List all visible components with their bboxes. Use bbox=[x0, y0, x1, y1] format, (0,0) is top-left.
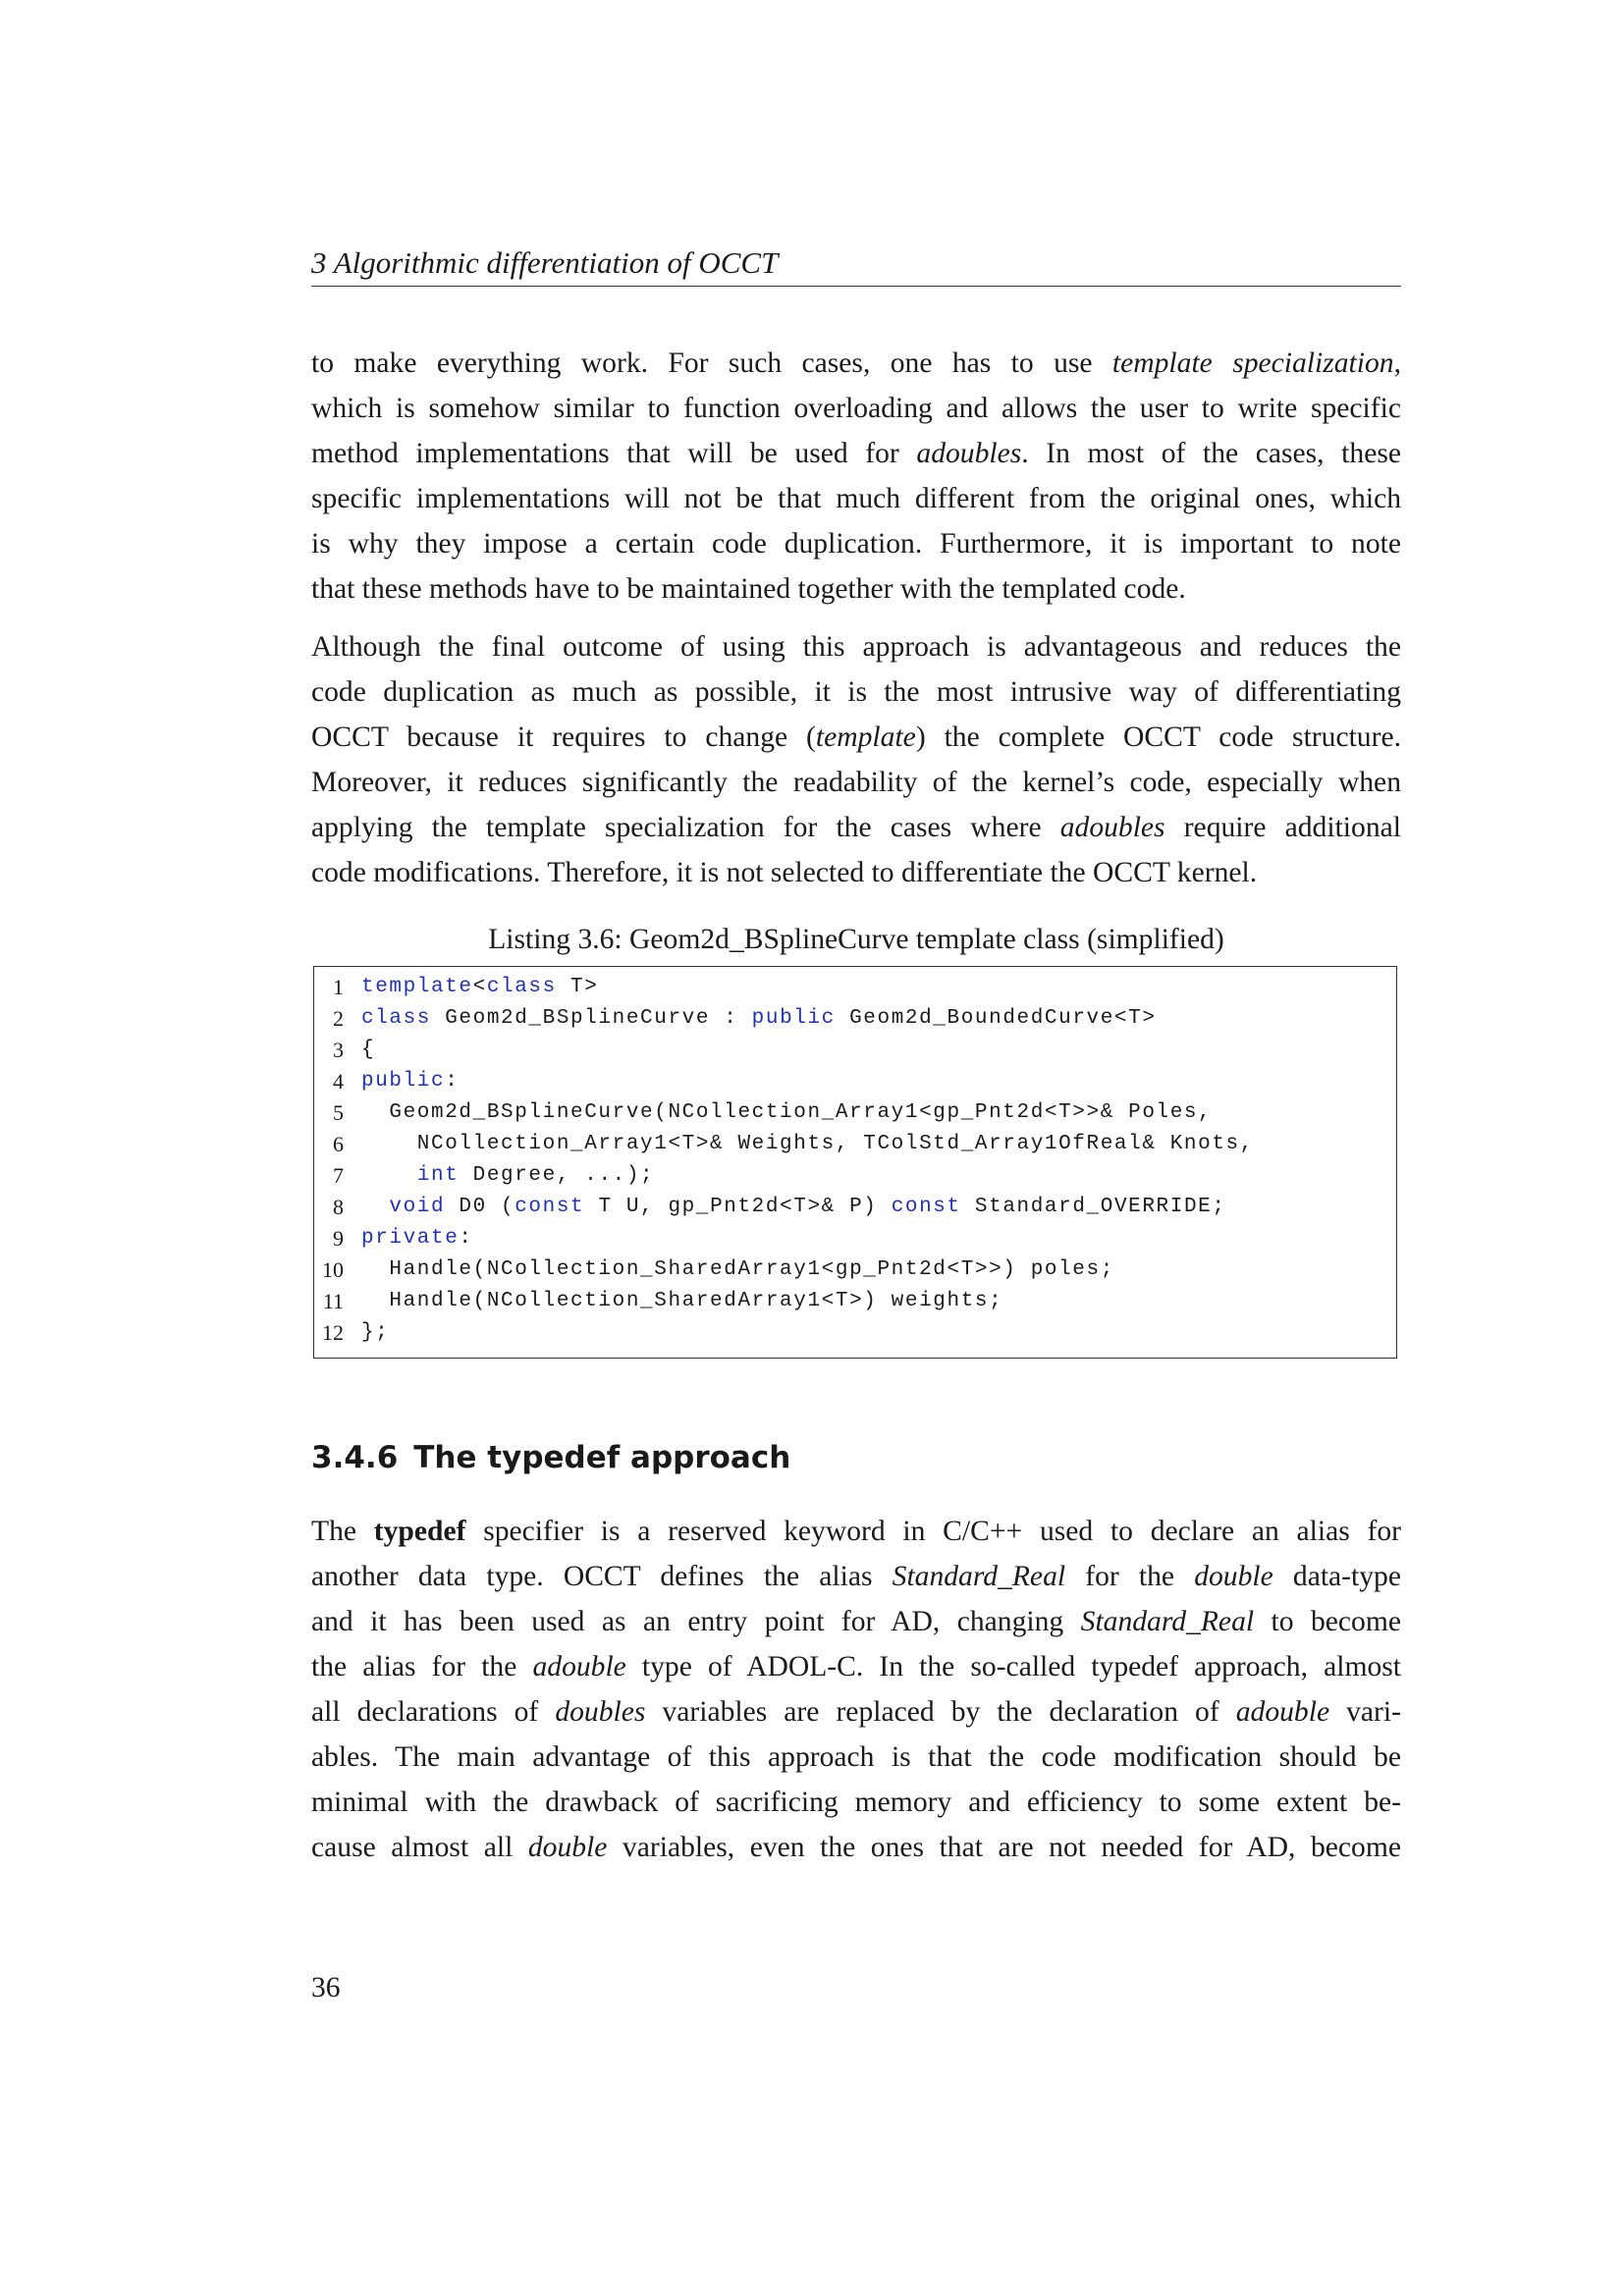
code-line bbox=[314, 1066, 1396, 1097]
line-number: 4 bbox=[333, 1069, 344, 1094]
line-number: 8 bbox=[333, 1195, 344, 1219]
paragraph-1 bbox=[311, 341, 1401, 612]
text-line: The typedef specifier is a reserved keyword in C/C++ used to declare an alias for bbox=[311, 1516, 1401, 1547]
header-rule bbox=[311, 286, 1401, 287]
code-token: }; bbox=[361, 1321, 390, 1344]
code-text bbox=[361, 1097, 1212, 1129]
text-line: code modifications. Therefore, it is not selected to differentiate the OCCT kernel. bbox=[311, 857, 1258, 888]
code-line bbox=[314, 972, 1396, 1003]
code-text bbox=[361, 1066, 459, 1097]
code-listing bbox=[313, 966, 1397, 1359]
text-line: cause almost all double variables, even the ones that are not needed for AD, become bbox=[311, 1832, 1401, 1863]
text-line: is why they impose a certain code duplication. Furthermore, it is important to note bbox=[311, 528, 1401, 560]
code-token: < bbox=[472, 976, 487, 998]
code-keyword: const bbox=[891, 1196, 961, 1218]
text-line: all declarations of doubles variables are replaced by the declaration of adouble vari- bbox=[311, 1696, 1401, 1728]
text-line: Moreover, it reduces significantly the readability of the kernel’s code, especially when bbox=[311, 767, 1401, 798]
code-text bbox=[361, 1160, 654, 1192]
code-token: Degree, ...); bbox=[459, 1164, 655, 1187]
text-line: code duplication as much as possible, it is the most intrusive way of differentiating bbox=[311, 676, 1401, 708]
code-line bbox=[314, 1035, 1396, 1066]
code-line bbox=[314, 1192, 1396, 1223]
text-line: ables. The main advantage of this approach is that the code modification should be bbox=[311, 1741, 1401, 1773]
code-text bbox=[361, 1129, 1254, 1160]
code-token: : bbox=[459, 1227, 473, 1250]
code-text bbox=[361, 1317, 389, 1349]
code-token: : bbox=[445, 1070, 460, 1093]
section-number: 3.4.6 bbox=[311, 1440, 399, 1475]
line-number: 3 bbox=[333, 1038, 344, 1062]
text-line: minimal with the drawback of sacrificing memory and efficiency to some extent be- bbox=[311, 1787, 1401, 1818]
code-keyword: public bbox=[361, 1070, 446, 1093]
code-keyword: class bbox=[486, 976, 557, 998]
code-line bbox=[314, 1223, 1396, 1255]
code-text bbox=[361, 1192, 1226, 1223]
text-line: method implementations that will be used for adoubles. In most of the cases, these bbox=[311, 438, 1401, 469]
paragraph-2 bbox=[311, 624, 1401, 895]
code-line bbox=[314, 1317, 1396, 1349]
code-token: { bbox=[361, 1039, 376, 1061]
code-keyword: void bbox=[389, 1196, 446, 1218]
running-head: 3 Algorithmic differentiation of OCCT bbox=[311, 245, 779, 280]
text-line: another data type. OCCT defines the alias Standard_Real for the double data-type bbox=[311, 1561, 1401, 1592]
code-text bbox=[361, 972, 598, 1003]
code-keyword: int bbox=[416, 1164, 460, 1187]
code-token: NCollection_Array1<T>& Weights, TColStd_Array1OfReal& Knots, bbox=[361, 1133, 1254, 1155]
code-token: T U, gp_Pnt2d<T>& P) bbox=[584, 1196, 892, 1218]
page-number: 36 bbox=[311, 1972, 341, 2003]
code-keyword: class bbox=[361, 1007, 432, 1030]
code-keyword: const bbox=[514, 1196, 585, 1218]
code-token bbox=[361, 1196, 389, 1218]
code-line bbox=[314, 1160, 1396, 1192]
text-line: applying the template specialization for the cases where adoubles require additional bbox=[311, 812, 1401, 843]
code-keyword: private bbox=[361, 1227, 460, 1250]
code-token: Standard_OVERRIDE; bbox=[960, 1196, 1226, 1218]
code-token: Handle(NCollection_SharedArray1<T>) weights; bbox=[361, 1290, 1003, 1312]
code-token: D0 ( bbox=[445, 1196, 515, 1218]
text-line: which is somehow similar to function overloading and allows the user to write specific bbox=[311, 393, 1401, 424]
code-line bbox=[314, 1097, 1396, 1129]
code-token bbox=[361, 1164, 417, 1187]
line-number: 7 bbox=[333, 1163, 344, 1188]
text-line: Although the final outcome of using this approach is advantageous and reduces the bbox=[311, 631, 1401, 663]
paragraph-3 bbox=[311, 1509, 1401, 1870]
line-number: 11 bbox=[322, 1289, 344, 1313]
line-number: 1 bbox=[333, 975, 344, 999]
text-line: to make everything work. For such cases, one has to use template specialization, bbox=[311, 347, 1401, 379]
code-line bbox=[314, 1003, 1396, 1035]
code-token: Geom2d_BoundedCurve<T> bbox=[835, 1007, 1157, 1030]
code-keyword: template bbox=[361, 976, 473, 998]
code-text bbox=[361, 1035, 375, 1066]
section-title: The typedef approach bbox=[413, 1440, 791, 1475]
code-keyword: public bbox=[751, 1007, 836, 1030]
code-text bbox=[361, 1223, 473, 1255]
code-text bbox=[361, 1255, 1114, 1286]
text-line: OCCT because it requires to change (template) the complete OCCT code structure. bbox=[311, 721, 1401, 753]
code-line bbox=[314, 1286, 1396, 1317]
code-token: Geom2d_BSplineCurve(NCollection_Array1<gp_Pnt2d<T>>& Poles, bbox=[361, 1101, 1213, 1124]
text-line: and it has been used as an entry point for AD, changing Standard_Real to become bbox=[311, 1606, 1401, 1637]
line-number: 5 bbox=[333, 1100, 344, 1125]
code-token: T> bbox=[556, 976, 599, 998]
text-line: specific implementations will not be that much different from the original ones, which bbox=[311, 483, 1401, 514]
listing-caption: Listing 3.6: Geom2d_BSplineCurve template class (simplified) bbox=[488, 924, 1224, 955]
line-number: 12 bbox=[322, 1320, 344, 1345]
code-line bbox=[314, 1129, 1396, 1160]
code-text bbox=[361, 1286, 1002, 1317]
text-line: that these methods have to be maintained together with the templated code. bbox=[311, 573, 1186, 605]
code-text bbox=[361, 1003, 1157, 1035]
code-token: Geom2d_BSplineCurve : bbox=[431, 1007, 752, 1030]
code-token: Handle(NCollection_SharedArray1<gp_Pnt2d<T>>) poles; bbox=[361, 1258, 1114, 1281]
text-line: the alias for the adouble type of ADOL-C. In the so-called typedef approach, almost bbox=[311, 1651, 1402, 1682]
line-number: 9 bbox=[333, 1226, 344, 1251]
line-number: 6 bbox=[333, 1132, 344, 1156]
line-number: 2 bbox=[333, 1006, 344, 1031]
section-heading bbox=[311, 1438, 790, 1477]
line-number: 10 bbox=[322, 1257, 344, 1282]
code-line bbox=[314, 1255, 1396, 1286]
